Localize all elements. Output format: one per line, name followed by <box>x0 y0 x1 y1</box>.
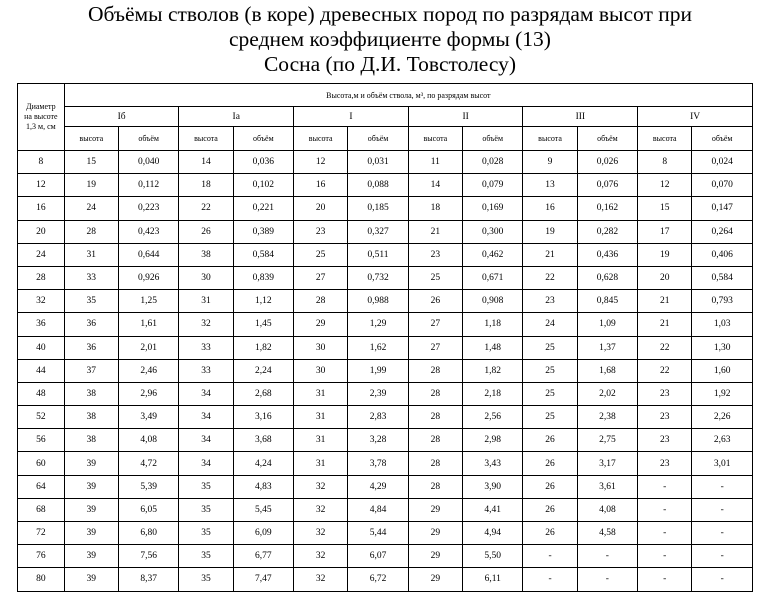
diameter-cell: 20 <box>18 220 65 243</box>
volume-cell: 1,18 <box>462 313 523 336</box>
volume-cell: 0,102 <box>233 174 294 197</box>
volume-cell: 2,96 <box>118 382 179 405</box>
height-cell: - <box>523 545 577 568</box>
title-line-1: Объёмы стволов (в коре) древесных пород по разрядам высот при <box>87 2 693 26</box>
table-row <box>18 290 753 313</box>
volume-cell: 3,17 <box>577 452 638 475</box>
volume-cell: 0,070 <box>692 174 753 197</box>
volume-cell: 2,24 <box>233 359 294 382</box>
volume-cell: 0,282 <box>577 220 638 243</box>
table-row <box>18 220 753 243</box>
volume-cell: 4,84 <box>348 498 409 521</box>
volume-cell: 0,423 <box>118 220 179 243</box>
diameter-cell: 24 <box>18 243 65 266</box>
height-cell: - <box>638 545 692 568</box>
volume-cell: 2,39 <box>348 382 409 405</box>
volume-cell: 5,50 <box>462 545 523 568</box>
volume-cell: 0,300 <box>462 220 523 243</box>
volume-cell: 0,026 <box>577 151 638 174</box>
height-cell: 23 <box>523 290 577 313</box>
volume-cell: 1,60 <box>692 359 753 382</box>
height-cell: 39 <box>64 522 118 545</box>
volume-cell: 3,78 <box>348 452 409 475</box>
volume-cell: 0,436 <box>577 243 638 266</box>
volume-cell: - <box>577 568 638 591</box>
height-cell: 29 <box>408 498 462 521</box>
volume-cell: 0,076 <box>577 174 638 197</box>
volume-cell: 2,02 <box>577 382 638 405</box>
height-cell: 34 <box>179 452 233 475</box>
height-cell: 23 <box>638 452 692 475</box>
height-cell: 24 <box>523 313 577 336</box>
volume-cell: 3,68 <box>233 429 294 452</box>
volume-cell: 0,031 <box>348 151 409 174</box>
height-cell: 21 <box>638 290 692 313</box>
volume-cell: 2,98 <box>462 429 523 452</box>
height-cell: - <box>638 522 692 545</box>
table-row <box>18 475 753 498</box>
diameter-cell: 56 <box>18 429 65 452</box>
volume-cell: 4,08 <box>577 498 638 521</box>
height-cell: 28 <box>408 382 462 405</box>
volume-cell: - <box>692 545 753 568</box>
subheader-volume: объём <box>118 127 179 151</box>
height-cell: 18 <box>408 197 462 220</box>
height-cell: 26 <box>523 475 577 498</box>
height-cell: 16 <box>523 197 577 220</box>
volume-cell: 1,68 <box>577 359 638 382</box>
volume-cell: 1,82 <box>233 336 294 359</box>
height-cell: 29 <box>294 313 348 336</box>
height-cell: 23 <box>638 429 692 452</box>
volume-cell: 4,41 <box>462 498 523 521</box>
volume-cell: 1,12 <box>233 290 294 313</box>
height-cell: 22 <box>638 359 692 382</box>
height-cell: 31 <box>294 429 348 452</box>
volume-cell: 6,05 <box>118 498 179 521</box>
height-cell: - <box>638 475 692 498</box>
height-cell: 28 <box>408 429 462 452</box>
subheader-height: высота <box>64 127 118 151</box>
title-line-3: Сосна (по Д.И. Товстолесу) <box>263 52 517 76</box>
height-cell: 34 <box>179 429 233 452</box>
diameter-cell: 48 <box>18 382 65 405</box>
height-cell: 35 <box>179 498 233 521</box>
table-row <box>18 359 753 382</box>
table-row <box>18 336 753 359</box>
diameter-cell: 40 <box>18 336 65 359</box>
height-cell: 32 <box>179 313 233 336</box>
height-cell: 33 <box>179 359 233 382</box>
height-cell: 13 <box>523 174 577 197</box>
volume-cell: 5,39 <box>118 475 179 498</box>
volume-cell: - <box>577 545 638 568</box>
height-cell: 21 <box>523 243 577 266</box>
table-row <box>18 174 753 197</box>
height-cell: 8 <box>638 151 692 174</box>
height-cell: 39 <box>64 545 118 568</box>
table-row <box>18 452 753 475</box>
class-header-Ib: Iб <box>64 107 179 127</box>
volume-cell: 2,46 <box>118 359 179 382</box>
diameter-cell: 72 <box>18 522 65 545</box>
volume-cell: 2,83 <box>348 406 409 429</box>
volume-cell: 0,988 <box>348 290 409 313</box>
volume-cell: 2,26 <box>692 406 753 429</box>
volume-cell: 2,18 <box>462 382 523 405</box>
volume-cell: - <box>692 568 753 591</box>
height-cell: 28 <box>408 475 462 498</box>
volume-cell: 0,462 <box>462 243 523 266</box>
diameter-cell: 52 <box>18 406 65 429</box>
volume-cell: 1,30 <box>692 336 753 359</box>
height-cell: 28 <box>64 220 118 243</box>
volume-cell: 2,75 <box>577 429 638 452</box>
volume-cell: - <box>692 522 753 545</box>
volume-table <box>17 83 753 592</box>
subheader-volume: объём <box>462 127 523 151</box>
table-row <box>18 406 753 429</box>
height-cell: 34 <box>179 382 233 405</box>
page-title <box>0 2 780 77</box>
height-cell: 29 <box>408 568 462 591</box>
height-cell: 26 <box>523 498 577 521</box>
table-row <box>18 498 753 521</box>
volume-cell: 0,024 <box>692 151 753 174</box>
title-line-2: среднем коэффициенте формы (13) <box>229 27 551 51</box>
subheader-volume: объём <box>692 127 753 151</box>
volume-cell: 0,511 <box>348 243 409 266</box>
volume-cell: 0,264 <box>692 220 753 243</box>
volume-cell: 0,584 <box>233 243 294 266</box>
diameter-cell: 68 <box>18 498 65 521</box>
diameter-cell: 16 <box>18 197 65 220</box>
height-cell: 39 <box>64 475 118 498</box>
volume-cell: 0,079 <box>462 174 523 197</box>
volume-cell: 0,406 <box>692 243 753 266</box>
diameter-cell: 32 <box>18 290 65 313</box>
volume-cell: 0,088 <box>348 174 409 197</box>
height-cell: 12 <box>294 151 348 174</box>
volume-cell: 1,62 <box>348 336 409 359</box>
height-cell: 23 <box>638 406 692 429</box>
height-cell: 26 <box>523 429 577 452</box>
volume-cell: 0,169 <box>462 197 523 220</box>
height-cell: 27 <box>408 336 462 359</box>
height-cell: 31 <box>179 290 233 313</box>
diameter-cell: 60 <box>18 452 65 475</box>
diameter-cell: 80 <box>18 568 65 591</box>
volume-cell: 0,036 <box>233 151 294 174</box>
table-row <box>18 429 753 452</box>
height-cell: 25 <box>523 406 577 429</box>
volume-cell: 0,793 <box>692 290 753 313</box>
diameter-header <box>18 84 65 151</box>
height-cell: 36 <box>64 313 118 336</box>
height-cell: 15 <box>64 151 118 174</box>
table-row <box>18 522 753 545</box>
height-cell: 27 <box>408 313 462 336</box>
volume-cell: 5,45 <box>233 498 294 521</box>
height-cell: 35 <box>64 290 118 313</box>
volume-cell: 0,908 <box>462 290 523 313</box>
height-cell: - <box>638 498 692 521</box>
height-cell: 23 <box>408 243 462 266</box>
height-cell: 29 <box>408 545 462 568</box>
table-row <box>18 197 753 220</box>
table-row <box>18 382 753 405</box>
height-cell: 33 <box>179 336 233 359</box>
height-cell: 18 <box>179 174 233 197</box>
volume-cell: 0,221 <box>233 197 294 220</box>
volume-cell: 4,58 <box>577 522 638 545</box>
diameter-cell: 36 <box>18 313 65 336</box>
height-cell: 32 <box>294 568 348 591</box>
volume-cell: 0,327 <box>348 220 409 243</box>
height-cell: 28 <box>294 290 348 313</box>
height-cell: 22 <box>523 266 577 289</box>
height-cell: 31 <box>64 243 118 266</box>
height-cell: 25 <box>523 336 577 359</box>
class-header-Ia: Iа <box>179 107 294 127</box>
subheader-height: высота <box>638 127 692 151</box>
volume-cell: 1,37 <box>577 336 638 359</box>
volume-cell: 1,82 <box>462 359 523 382</box>
volume-cell: 3,43 <box>462 452 523 475</box>
height-cell: 27 <box>294 266 348 289</box>
table-row <box>18 243 753 266</box>
volume-cell: 4,29 <box>348 475 409 498</box>
height-cell: 29 <box>408 522 462 545</box>
volume-cell: 0,040 <box>118 151 179 174</box>
volume-cell: 0,147 <box>692 197 753 220</box>
height-cell: 11 <box>408 151 462 174</box>
volume-cell: 0,223 <box>118 197 179 220</box>
volume-cell: 1,61 <box>118 313 179 336</box>
height-cell: 19 <box>64 174 118 197</box>
height-cell: 26 <box>523 452 577 475</box>
volume-cell: 1,45 <box>233 313 294 336</box>
height-cell: 16 <box>294 174 348 197</box>
volume-cell: 2,38 <box>577 406 638 429</box>
height-cell: 28 <box>408 452 462 475</box>
height-cell: 32 <box>294 498 348 521</box>
height-cell: 14 <box>179 151 233 174</box>
volume-cell: 7,47 <box>233 568 294 591</box>
volume-cell: 6,11 <box>462 568 523 591</box>
volume-cell: 3,01 <box>692 452 753 475</box>
class-header-IV: IV <box>638 107 753 127</box>
height-cell: 35 <box>179 545 233 568</box>
height-cell: 38 <box>179 243 233 266</box>
volume-cell: 2,63 <box>692 429 753 452</box>
volume-cell: 0,162 <box>577 197 638 220</box>
subheader-volume: объём <box>348 127 409 151</box>
height-cell: 19 <box>638 243 692 266</box>
volume-cell: 4,83 <box>233 475 294 498</box>
height-cell: 25 <box>294 243 348 266</box>
height-cell: 30 <box>294 336 348 359</box>
height-cell: 31 <box>294 406 348 429</box>
volume-cell: 0,644 <box>118 243 179 266</box>
volume-cell: 0,389 <box>233 220 294 243</box>
diameter-header-line: на высоте <box>24 112 58 121</box>
height-cell: 22 <box>638 336 692 359</box>
table-row <box>18 568 753 591</box>
volume-cell: 0,028 <box>462 151 523 174</box>
height-cell: 22 <box>179 197 233 220</box>
volume-cell: 3,90 <box>462 475 523 498</box>
volume-cell: 3,49 <box>118 406 179 429</box>
height-cell: 15 <box>638 197 692 220</box>
diameter-cell: 8 <box>18 151 65 174</box>
height-cell: 12 <box>638 174 692 197</box>
height-cell: 35 <box>179 475 233 498</box>
table-row <box>18 151 753 174</box>
volume-cell: 6,09 <box>233 522 294 545</box>
height-cell: 25 <box>523 382 577 405</box>
height-cell: 25 <box>408 266 462 289</box>
volume-cell: 1,48 <box>462 336 523 359</box>
class-header-I: I <box>294 107 409 127</box>
height-cell: 39 <box>64 498 118 521</box>
height-cell: 9 <box>523 151 577 174</box>
height-cell: 17 <box>638 220 692 243</box>
height-cell: 39 <box>64 452 118 475</box>
volume-cell: 0,671 <box>462 266 523 289</box>
volume-cell: 8,37 <box>118 568 179 591</box>
height-cell: 31 <box>294 452 348 475</box>
volume-cell: - <box>692 475 753 498</box>
volume-cell: 6,77 <box>233 545 294 568</box>
height-cell: 21 <box>408 220 462 243</box>
volume-cell: 1,09 <box>577 313 638 336</box>
height-cell: 23 <box>294 220 348 243</box>
volume-cell: 3,28 <box>348 429 409 452</box>
volume-cell: 2,56 <box>462 406 523 429</box>
height-cell: - <box>638 568 692 591</box>
height-cell: 21 <box>638 313 692 336</box>
height-cell: 20 <box>294 197 348 220</box>
volume-cell: 6,72 <box>348 568 409 591</box>
volume-cell: 0,839 <box>233 266 294 289</box>
volume-cell: 4,94 <box>462 522 523 545</box>
height-cell: 35 <box>179 522 233 545</box>
height-cell: 25 <box>523 359 577 382</box>
height-cell: 38 <box>64 406 118 429</box>
subheader-height: высота <box>408 127 462 151</box>
height-cell: 20 <box>638 266 692 289</box>
height-cell: 35 <box>179 568 233 591</box>
height-volume-group-header: Высота,м и объём ствола, м³, по разрядам высот <box>64 84 752 107</box>
subheader-height: высота <box>179 127 233 151</box>
volume-cell: 0,628 <box>577 266 638 289</box>
volume-cell: 0,845 <box>577 290 638 313</box>
height-cell: 32 <box>294 522 348 545</box>
volume-cell: 3,61 <box>577 475 638 498</box>
height-cell: 28 <box>408 406 462 429</box>
volume-cell: 0,584 <box>692 266 753 289</box>
diameter-cell: 64 <box>18 475 65 498</box>
height-cell: 39 <box>64 568 118 591</box>
volume-cell: 2,68 <box>233 382 294 405</box>
diameter-cell: 28 <box>18 266 65 289</box>
volume-cell: 1,25 <box>118 290 179 313</box>
height-cell: 38 <box>64 382 118 405</box>
height-cell: 30 <box>179 266 233 289</box>
height-cell: 26 <box>408 290 462 313</box>
height-cell: 37 <box>64 359 118 382</box>
volume-cell: 3,16 <box>233 406 294 429</box>
volume-cell: 1,99 <box>348 359 409 382</box>
volume-cell: - <box>692 498 753 521</box>
volume-cell: 4,72 <box>118 452 179 475</box>
subheader-height: высота <box>294 127 348 151</box>
height-cell: 38 <box>64 429 118 452</box>
diameter-cell: 76 <box>18 545 65 568</box>
height-cell: 33 <box>64 266 118 289</box>
volume-cell: 6,80 <box>118 522 179 545</box>
subheader-volume: объём <box>233 127 294 151</box>
height-cell: 26 <box>179 220 233 243</box>
diameter-header-line: 1,3 м, см <box>26 122 56 131</box>
subheader-volume: объём <box>577 127 638 151</box>
volume-cell: 7,56 <box>118 545 179 568</box>
volume-cell: 4,24 <box>233 452 294 475</box>
height-cell: 30 <box>294 359 348 382</box>
volume-cell: 1,03 <box>692 313 753 336</box>
height-cell: 19 <box>523 220 577 243</box>
diameter-cell: 44 <box>18 359 65 382</box>
volume-cell: 2,01 <box>118 336 179 359</box>
volume-cell: 1,29 <box>348 313 409 336</box>
volume-cell: 1,92 <box>692 382 753 405</box>
height-cell: 31 <box>294 382 348 405</box>
subheader-height: высота <box>523 127 577 151</box>
volume-cell: 4,08 <box>118 429 179 452</box>
volume-cell: 5,44 <box>348 522 409 545</box>
height-cell: 32 <box>294 545 348 568</box>
table-row <box>18 545 753 568</box>
height-cell: 32 <box>294 475 348 498</box>
class-header-II: II <box>408 107 523 127</box>
table-row <box>18 313 753 336</box>
volume-cell: 0,926 <box>118 266 179 289</box>
diameter-cell: 12 <box>18 174 65 197</box>
volume-cell: 6,07 <box>348 545 409 568</box>
height-cell: 23 <box>638 382 692 405</box>
class-header-III: III <box>523 107 638 127</box>
table-row <box>18 266 753 289</box>
height-cell: - <box>523 568 577 591</box>
height-cell: 34 <box>179 406 233 429</box>
height-cell: 26 <box>523 522 577 545</box>
diameter-header-line: Диаметр <box>26 102 56 111</box>
height-cell: 14 <box>408 174 462 197</box>
height-cell: 36 <box>64 336 118 359</box>
height-cell: 24 <box>64 197 118 220</box>
height-cell: 28 <box>408 359 462 382</box>
volume-cell: 0,112 <box>118 174 179 197</box>
volume-cell: 0,185 <box>348 197 409 220</box>
volume-cell: 0,732 <box>348 266 409 289</box>
